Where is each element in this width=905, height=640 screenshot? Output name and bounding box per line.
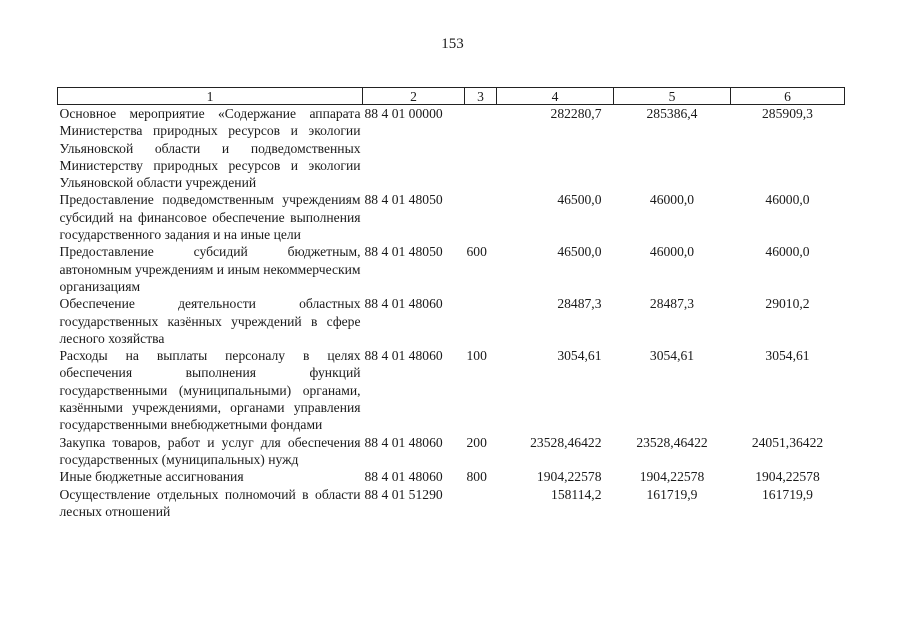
row-name: Расходы на выплаты персоналу в целях обеспечения выполнения функций государственными (муниципальными) органами, казёнными учреждениями, органами управления государственными внебюджетными фондами	[59, 348, 361, 433]
row-name: Закупка товаров, работ и услуг для обеспечения государственных (муниципальных) нужд	[59, 434, 361, 467]
table-row	[58, 468, 845, 485]
row-kvr	[465, 105, 497, 192]
row-value-4: 46500,0	[557, 244, 602, 260]
row-code: 88 4 01 51290	[364, 486, 443, 502]
table-header-row	[58, 88, 845, 105]
page-number: 153	[441, 36, 464, 52]
row-code: 88 4 01 48050	[364, 192, 443, 208]
row-value-5: 46000,0	[649, 192, 695, 208]
row-code: 88 4 01 00000	[364, 106, 443, 121]
row-value-5: 28487,3	[649, 296, 695, 312]
row-name: Осуществление отдельных полномочий в области лесных отношений	[59, 486, 361, 519]
row-value-5: 46000,0	[649, 244, 695, 260]
row-name: Предоставление субсидий бюджетным, автономным учреждениям и иным некоммерческим организациям	[59, 244, 361, 294]
row-value-4: 23528,46422	[530, 434, 602, 450]
table-row	[58, 486, 845, 521]
row-value-6: 24051,36422	[751, 434, 824, 450]
row-value-5: 161719,9	[646, 486, 698, 502]
row-code: 88 4 01 48050	[364, 244, 443, 260]
column-header: 1	[58, 88, 363, 105]
table-row	[58, 243, 845, 295]
row-value-4: 1904,22578	[536, 469, 602, 485]
row-value-6: 29010,2	[765, 296, 810, 312]
row-code: 88 4 01 48060	[364, 348, 443, 364]
table-row	[58, 191, 845, 243]
row-value-5: 3054,61	[649, 348, 695, 364]
row-kvr: 600	[466, 244, 487, 260]
row-value-5: 285386,4	[646, 106, 698, 121]
row-kvr: 100	[466, 348, 487, 364]
table-row	[58, 347, 845, 433]
row-value-4: 3054,61	[557, 348, 602, 364]
row-value-6: 285909,3	[762, 106, 813, 121]
row-code: 88 4 01 48060	[364, 296, 443, 312]
table-row	[58, 105, 845, 192]
row-value-6: 1904,22578	[755, 469, 820, 485]
row-name: Иные бюджетные ассигнования	[59, 469, 244, 485]
row-value-6: 46000,0	[765, 244, 810, 260]
row-kvr	[465, 486, 497, 521]
column-header: 3	[465, 88, 497, 105]
row-value-6: 46000,0	[765, 192, 810, 208]
column-header: 2	[363, 88, 465, 105]
row-name: Предоставление подведомственным учреждениям субсидий на финансовое обеспечение выполнения государственного задания и на иные цели	[59, 192, 361, 243]
row-value-6: 161719,9	[762, 486, 813, 502]
table-row	[58, 295, 845, 347]
column-header: 5	[614, 88, 731, 105]
row-kvr: 800	[466, 469, 487, 485]
row-value-4: 46500,0	[557, 192, 602, 208]
budget-table	[57, 87, 845, 520]
row-value-6: 3054,61	[765, 348, 810, 364]
column-header: 4	[497, 88, 614, 105]
row-name: Основное мероприятие «Содержание аппарата Министерства природных ресурсов и экологии Ульяновской области и подведомственных Министерству природных ресурсов и экологии Ульяновской области учреждений	[59, 106, 361, 191]
row-value-5: 1904,22578	[639, 469, 705, 485]
row-kvr	[465, 191, 497, 243]
row-value-5: 23528,46422	[636, 434, 708, 450]
row-value-4: 158114,2	[551, 486, 602, 502]
row-code: 88 4 01 48060	[364, 469, 443, 485]
row-kvr: 200	[466, 434, 487, 450]
column-header: 6	[731, 88, 845, 105]
row-value-4: 282280,7	[550, 106, 602, 121]
row-kvr	[465, 295, 497, 347]
table-row	[58, 434, 845, 469]
row-code: 88 4 01 48060	[364, 434, 443, 450]
row-name: Обеспечение деятельности областных государственных казённых учреждений в сфере лесного хозяйства	[59, 296, 361, 346]
row-value-4: 28487,3	[557, 296, 602, 312]
